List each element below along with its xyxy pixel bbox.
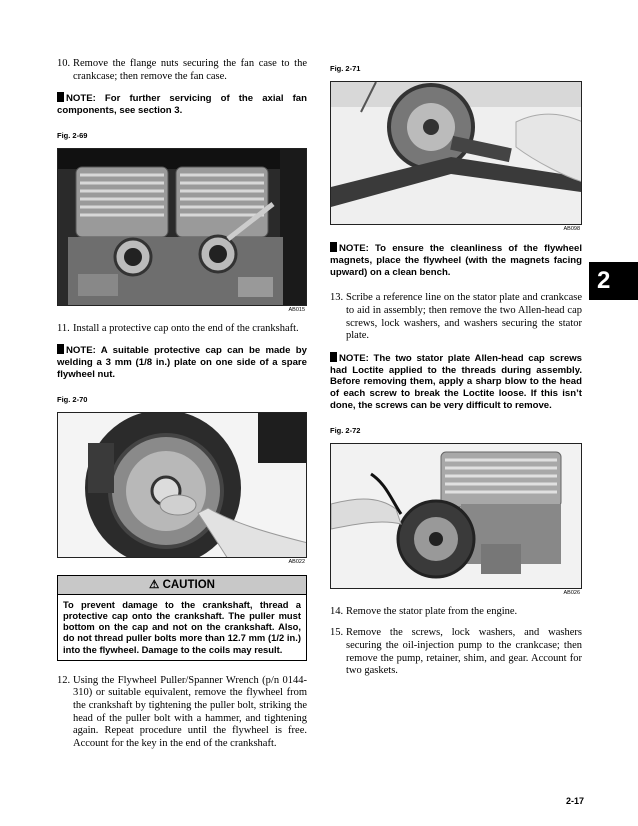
step-text: Remove the flange nuts securing the fan case to the crankcase; then remove the fan case. <box>73 58 307 82</box>
caution-box <box>57 575 307 661</box>
note-flywheel-cleanliness <box>330 242 582 278</box>
step-number: 10. <box>57 58 71 69</box>
step-text: Remove the stator plate from the engine. <box>346 605 518 617</box>
page-number: 2-17 <box>565 796 584 806</box>
figure-label-2-69: Fig. 2-69 <box>57 130 88 140</box>
step-15 <box>330 627 582 677</box>
step-number: 14. <box>330 605 344 617</box>
step-12 <box>57 675 307 751</box>
caution-title: CAUTION <box>162 578 215 591</box>
note-text: NOTE: For further servicing of the axial fan components, see section 3. <box>57 93 307 116</box>
step-number: 11. <box>57 322 70 334</box>
step-number: 12. <box>57 674 71 686</box>
note-protective-cap <box>57 344 307 380</box>
step-11 <box>57 323 307 336</box>
step-text: Install a protective cap onto the end of the crankshaft. <box>73 322 299 334</box>
figure-label-2-71: Fig. 2-71 <box>330 64 361 73</box>
figure-2-72-photo <box>330 443 582 589</box>
note-text: NOTE: A suitable protective cap can be made by welding a 3 mm (1/8 in.) plate on one side of a spare flywheel nut. <box>57 345 307 380</box>
step-text: Remove the screws, lock washers, and washers securing the oil-injection pump to the crankcase; then remove the pump, retainer, shim, and gear. Account for two gaskets. <box>346 627 582 677</box>
section-tab: 2 <box>589 262 638 300</box>
right-column <box>330 58 582 687</box>
caution-header <box>58 576 306 595</box>
step-14 <box>330 606 582 619</box>
figure-code: AB026 <box>563 589 580 596</box>
figure-2-71-photo <box>330 81 582 225</box>
note-text: NOTE: To ensure the cleanliness of the flywheel magnets, place the flywheel (with the magnets facing upward) on a clean bench. <box>330 243 582 278</box>
figure-label-2-70: Fig. 2-70 <box>57 394 88 404</box>
step-number: 15. <box>330 627 344 639</box>
note-axial-fan <box>57 92 307 117</box>
step-number: 13. <box>330 292 344 304</box>
figure-label-2-72: Fig. 2-72 <box>330 425 361 435</box>
warning-triangle-icon: ⚠ <box>149 578 160 591</box>
caution-text: To prevent damage to the crankshaft, thread a protective cap onto the crankshaft. The puller must bottom on the cap and not on the crankshaft. Also, do not thread puller bolts more than 12.7 mm (1/2 in.) into the flywheel. Damage to the coils may result. <box>63 598 301 655</box>
step-text: Using the Flywheel Puller/Spanner Wrench (p/n 0144-310) or suitable equivalent, remove the flywheel from the crankshaft by tightening the puller bolt, striking the head of the puller bolt with a hammer, and tightening again. Repeat procedure until the flywheel is free. Account for the key in the end of the crankshaft. <box>73 674 307 749</box>
figure-2-70-photo <box>57 412 307 558</box>
note-text: NOTE: The two stator plate Allen-head cap screws had Loctite applied to the threads during assembly. Before removing them, apply a sharp blow to the head of each screw to break the Loctite loose. If this isn’t done, the screws can be very difficult to remove. <box>330 352 582 411</box>
step-text: Scribe a reference line on the stator plate and crankcase to aid in assembly; then remove the two Allen-head cap screws, lock washers, and washers securing the stator plate. <box>346 292 582 342</box>
note-loctite <box>330 352 582 412</box>
note-square-icon <box>57 92 64 102</box>
left-column <box>57 58 307 759</box>
figure-code: AB015 <box>288 306 305 313</box>
step-10 <box>57 58 307 83</box>
figure-code: AB098 <box>563 226 580 232</box>
note-square-icon <box>330 352 337 362</box>
figure-code: AB022 <box>288 558 305 565</box>
note-square-icon <box>330 242 337 252</box>
step-13 <box>330 292 582 342</box>
note-square-icon <box>57 344 64 354</box>
figure-2-69-photo <box>57 148 307 306</box>
